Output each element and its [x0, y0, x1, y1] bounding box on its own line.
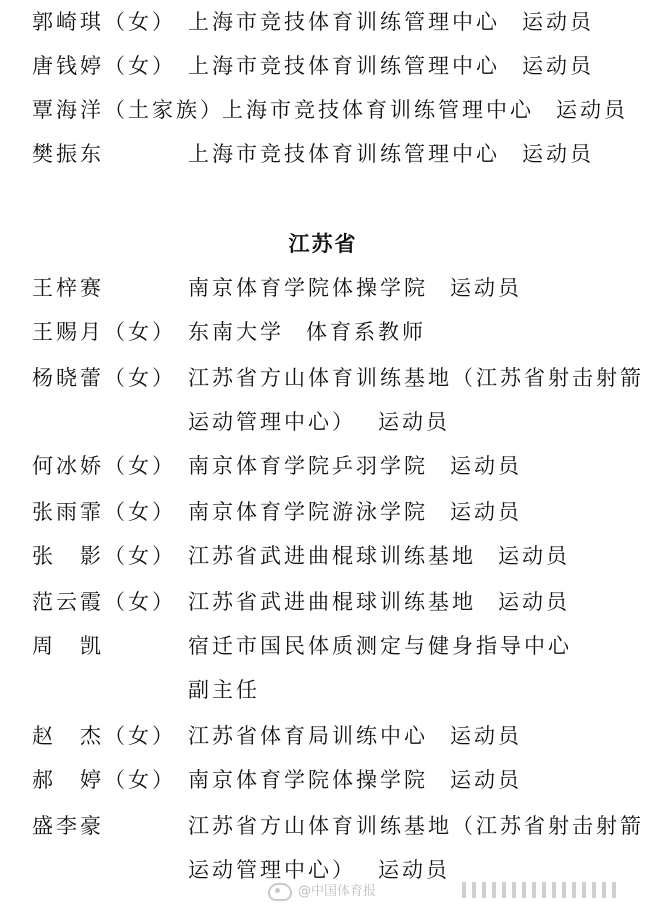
entry-role: 运动员 [556, 98, 628, 122]
entry-org-text: 运动管理中心） [188, 410, 356, 434]
entry-row [0, 444, 646, 488]
entry-org: 宿迁市国民体质测定与健身指导中心 [188, 634, 572, 658]
entry-row [0, 356, 646, 400]
entry-org-text: 上海市竞技体育训练管理中心 [188, 142, 500, 166]
entry-role: 运动员 [450, 724, 522, 748]
entry-name: 覃海洋（土家族） [32, 98, 224, 122]
section-title-jiangsu: 江苏省 [288, 231, 358, 256]
entry-role: 运动员 [522, 54, 594, 78]
entry-row [0, 804, 646, 848]
entry-row [0, 490, 646, 534]
entry-row [0, 44, 646, 88]
entry-org [188, 490, 522, 534]
entry-org: 江苏省方山体育训练基地（江苏省射击射箭 [188, 366, 644, 390]
entry-org: 江苏省方山体育训练基地（江苏省射击射箭 [188, 814, 644, 838]
entry-org-text: 上海市竞技体育训练管理中心 [188, 10, 500, 34]
entry-name: 杨晓蕾（女） [32, 366, 176, 390]
entry-name: 郝 婷（女） [32, 768, 176, 792]
entry-name: 唐钱婷（女） [32, 54, 176, 78]
weibo-logo-icon [268, 883, 292, 901]
entry-name: 赵 杰（女） [32, 724, 176, 748]
entry-org [188, 714, 522, 758]
entry-name: 王赐月（女） [32, 320, 176, 344]
entry-name: 王梓赛 [32, 276, 104, 300]
entry-name: 范云霞（女） [32, 590, 176, 614]
entry-org-text: 运动管理中心） [188, 858, 356, 882]
entry-role: 运动员 [450, 276, 522, 300]
entry-org [188, 444, 522, 488]
entry-row [0, 132, 646, 176]
entry-name: 盛李豪 [32, 814, 104, 838]
entry-role: 运动员 [378, 858, 450, 882]
entry-row [0, 266, 646, 310]
entry-role: 运动员 [450, 500, 522, 524]
watermark-text: @中国体育报 [298, 884, 377, 899]
entry-org-text: 南京体育学院游泳学院 [188, 500, 428, 524]
entry-name: 何冰娇（女） [32, 454, 176, 478]
entry-org-text: 上海市竞技体育训练管理中心 [222, 98, 534, 122]
entry-role: 运动员 [522, 10, 594, 34]
entry-row [0, 534, 646, 578]
entry-org [222, 88, 628, 132]
entry-role: 运动员 [450, 768, 522, 792]
entry-org [188, 266, 522, 310]
entry-org-text: 南京体育学院体操学院 [188, 276, 428, 300]
entry-org [188, 132, 594, 176]
entry-role: 体育系教师 [306, 320, 426, 344]
entry-row [0, 758, 646, 802]
entry-org-text: 南京体育学院体操学院 [188, 768, 428, 792]
entry-role: 运动员 [378, 410, 450, 434]
entry-name: 张雨霏（女） [32, 500, 176, 524]
entry-org-text: 江苏省体育局训练中心 [188, 724, 428, 748]
entry-org-text: 上海市竞技体育训练管理中心 [188, 54, 500, 78]
entry-org [188, 310, 426, 354]
entry-org-continuation [188, 400, 450, 444]
entry-org-text: 江苏省武进曲棍球训练基地 [188, 590, 476, 614]
entry-name: 张 影（女） [32, 544, 176, 568]
entry-org [188, 44, 594, 88]
entry-row [0, 0, 646, 44]
entry-role-continuation: 副主任 [188, 678, 260, 702]
weibo-watermark [268, 880, 376, 904]
watermark-barcode-decoration [462, 878, 632, 904]
entry-org-text: 东南大学 [188, 320, 284, 344]
entry-role: 运动员 [498, 544, 570, 568]
entry-row [0, 714, 646, 758]
entry-row [0, 580, 646, 624]
entry-row [0, 88, 646, 132]
entry-org [188, 580, 570, 624]
entry-name: 郭崎琪（女） [32, 10, 176, 34]
entry-name: 樊振东 [32, 142, 104, 166]
entry-row [0, 624, 646, 668]
entry-name: 周 凯 [32, 634, 104, 658]
entry-org [188, 758, 522, 802]
entry-role: 运动员 [522, 142, 594, 166]
entry-role: 运动员 [498, 590, 570, 614]
entry-org [188, 534, 570, 578]
entry-row [0, 310, 646, 354]
entry-org-text: 江苏省武进曲棍球训练基地 [188, 544, 476, 568]
entry-org-text: 南京体育学院乒羽学院 [188, 454, 428, 478]
entry-org [188, 0, 594, 44]
entry-role: 运动员 [450, 454, 522, 478]
